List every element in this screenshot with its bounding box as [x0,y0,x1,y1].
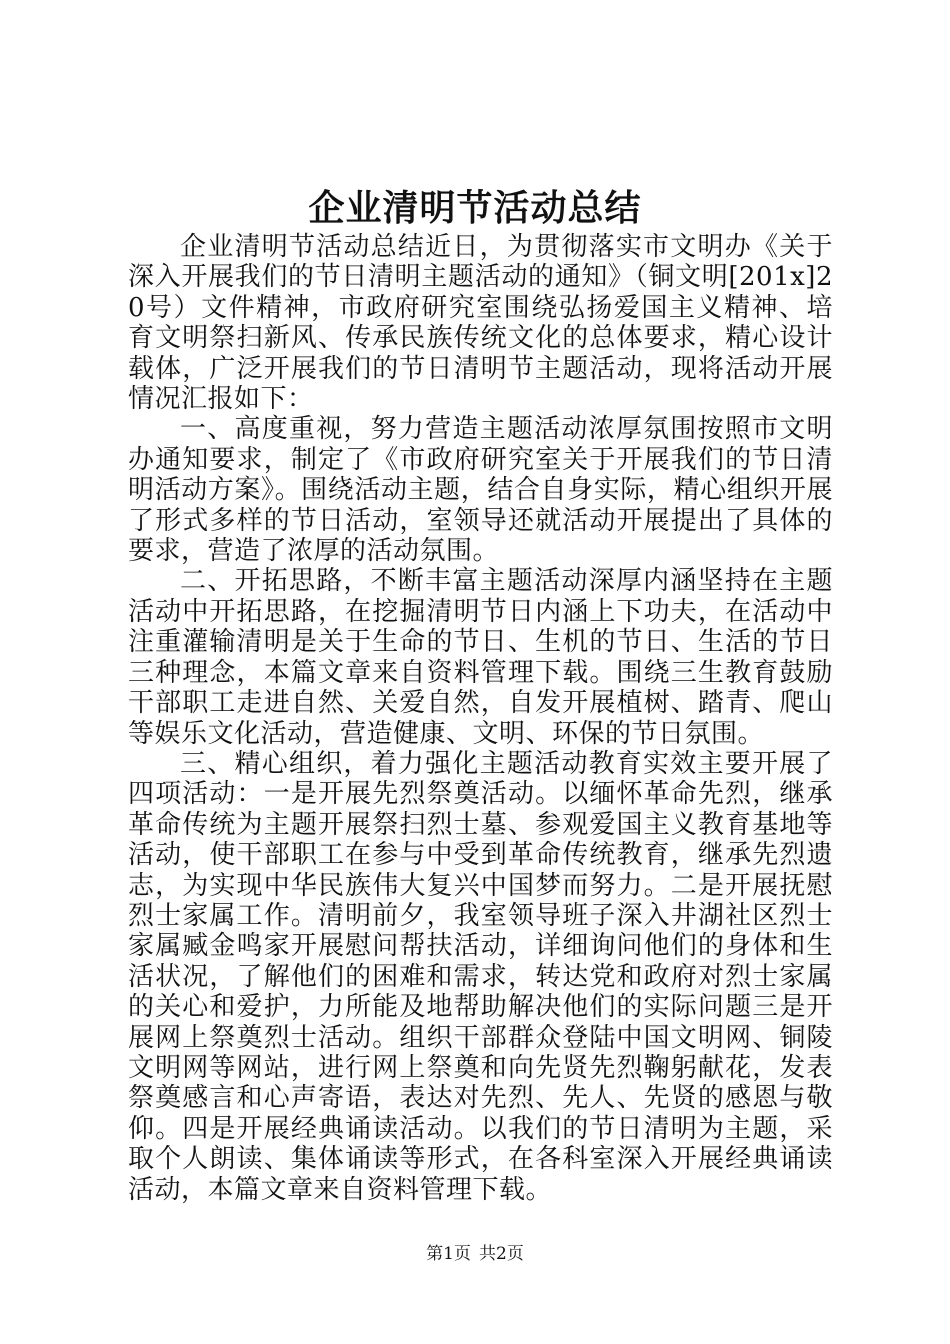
paragraph-section-1: 一、高度重视，努力营造主题活动浓厚氛围按照市文明办通知要求，制定了《市政府研究室关于开展我们的节日清明活动方案》。围绕活动主题，结合自身实际，精心组织开展了形式多样的节日活动，室领导还就活动开展提出了具体的要求，营造了浓厚的活动氛围。 [128,414,833,567]
document-title: 企业清明节活动总结 [308,187,642,229]
paragraph-intro: 企业清明节活动总结近日，为贯彻落实市文明办《关于深入开展我们的节日清明主题活动的通知》（铜文明[201x]20号）文件精神，市政府研究室围绕弘扬爱国主义精神、培育文明祭扫新风、传承民族传统文化的总体要求，精心设计载体，广泛开展我们的节日清明节主题活动，现将活动开展情况汇报如下： [128,232,833,415]
paragraph-section-2: 二、开拓思路，不断丰富主题活动深厚内涵坚持在主题活动中开拓思路，在挖掘清明节日内涵上下功夫，在活动中注重灌输清明是关于生命的节日、生机的节日、生活的节日三种理念，本篇文章来自资料管理下载。围绕三生教育鼓励干部职工走进自然、关爱自然，自发开展植树、踏青、爬山等娱乐文化活动，营造健康、文明、环保的节日氛围。 [128,566,833,749]
page-footer [0,1242,950,1266]
page-number: 第1页 [426,1244,471,1264]
paragraph-section-3: 三、精心组织，着力强化主题活动教育实效主要开展了四项活动：一是开展先烈祭奠活动。以缅怀革命先烈，继承革命传统为主题开展祭扫烈士墓、参观爱国主义教育基地等活动，使干部职工在参与中受到革命传统教育，继承先烈遗志，为实现中华民族伟大复兴中国梦而努力。二是开展抚慰烈士家属工作。清明前夕，我室领导班子深入井湖社区烈士家属臧金鸣家开展慰问帮扶活动，详细询问他们的身体和生活状况，了解他们的困难和需求，转达党和政府对烈士家属的关心和爱护，力所能及地帮助解决他们的实际问题三是开展网上祭奠烈士活动。组织干部群众登陆中国文明网、铜陵文明网等网站，进行网上祭奠和向先贤先烈鞠躬献花，发表祭奠感言和心声寄语，表达对先烈、先人、先贤的感恩与敬仰。四是开展经典诵读活动。以我们的节日清明为主题，采取个人朗读、集体诵读等形式，在各科室深入开展经典诵读活动，本篇文章来自资料管理下载。 [128,748,833,1205]
page-count: 共2页 [479,1244,524,1264]
document-body [128,232,833,1205]
